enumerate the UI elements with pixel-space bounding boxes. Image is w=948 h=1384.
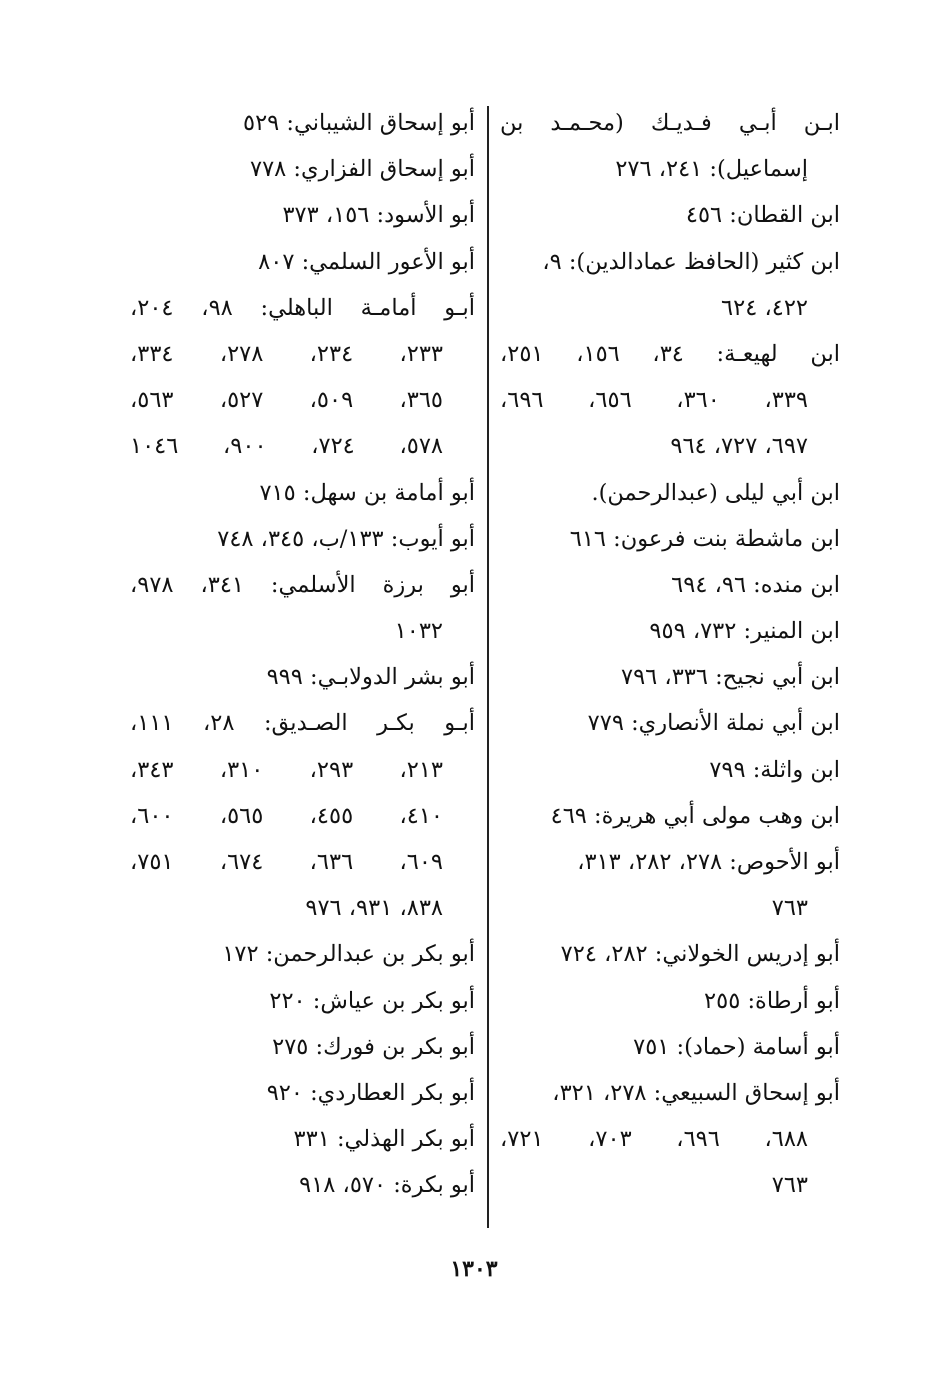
index-entry: ابن أبي ليلى (عبدالرحمن). [591,479,840,506]
index-entry-continuation: ٤٢٢، ٦٢٤ [721,294,808,321]
column-divider [487,106,489,1228]
index-entry: أبو أيوب: ١٣٣/ب، ٣٤٥، ٧٤٨ [217,525,475,552]
index-entry: أبو بكر العطاردي: ٩٢٠ [266,1079,475,1106]
index-entry: أبـو بكـر الصـديق: ٢٨، ١١١، [130,710,475,737]
index-entry: أبو أمامة بن سهل: ٧١٥ [259,479,475,506]
index-entry-continuation: إسماعيل): ٢٤١، ٢٧٦ [615,156,808,183]
index-entry: أبو الأحوص: ٢٧٨، ٢٨٢، ٣١٣، [577,849,840,875]
index-entry-continuation: ٢٣٣، ٢٣٤، ٢٧٨، ٣٣٤، [130,340,444,367]
index-entry: أبو بكر الهذلي: ٣٣١ [293,1126,475,1153]
index-entry-continuation: ٧٦٣ [771,895,808,922]
index-column-right [500,100,840,1209]
index-entry: أبو إسحاق السبيعي: ٢٧٨، ٣٢١، [552,1079,840,1106]
index-entry: ابن كثير (الحافظ عمادالدين): ٩، [542,248,840,275]
index-entry: ابـن أبـي فـديـك (محـمـد بن [500,110,840,136]
page-number: ١٣٠٣ [450,1256,498,1282]
index-entry: ابن القطان: ٤٥٦ [685,202,840,229]
index-entry-continuation: ٦٨٨، ٦٩٦، ٧٠٣، ٧٢١، [500,1126,808,1153]
index-entry: ابن منده: ٩٦، ٦٩٤ [671,571,840,598]
index-entry: أبو بكر بن عبدالرحمن: ١٧٢ [222,941,475,968]
index-entry: ابن وهب مولى أبي هريرة: ٤٦٩ [550,802,840,829]
index-entry: ابن أبي نجيح: ٣٣٦، ٧٩٦ [621,664,840,691]
index-entry-continuation: ٨٣٨، ٩٣١، ٩٧٦ [305,895,443,922]
index-entry: أبو برزة الأسلمي: ٣٤١، ٩٧٨، [130,571,475,598]
index-entry: ابن أبي نملة الأنصاري: ٧٧٩ [587,710,840,737]
index-entry-continuation: ٣٣٩، ٣٦٠، ٦٥٦، ٦٩٦، [500,387,808,414]
index-entry: أبـو أمامـة الباهلي: ٩٨، ٢٠٤، [130,294,476,321]
index-entry-continuation: ٥٧٨، ٧٢٤، ٩٠٠، ١٠٤٦ [130,433,443,460]
index-entry: أبو أسامة (حماد): ٧٥١ [633,1033,840,1060]
index-entry: أبو بشر الدولابـي: ٩٩٩ [266,664,475,691]
index-entry: أبو الأسود: ١٥٦، ٣٧٣ [282,202,475,229]
index-entry-continuation: ٤١٠، ٤٥٥، ٥٦٥، ٦٠٠، [130,802,444,829]
index-entry: ابن لهيعـة: ٣٤، ١٥٦، ٢٥١، [500,340,840,367]
index-entry: ابن ماشطة بنت فرعون: ٦١٦ [569,525,840,552]
index-entry-continuation: ٦٠٩، ٦٣٦، ٦٧٤، ٧٥١، [130,849,444,875]
index-entry-continuation: ٧٦٣ [771,1172,808,1199]
index-entry: أبو إسحاق الفزاري: ٧٧٨ [249,156,475,183]
index-entry: أبو بكر بن عياش: ٢٢٠ [269,987,475,1014]
index-entry-continuation: ٣٦٥، ٥٠٩، ٥٢٧، ٥٦٣، [130,387,444,414]
index-column-left [130,100,475,1209]
index-entry-continuation: ١٠٣٢ [394,618,443,645]
index-entry: ابن المنير: ٧٣٢، ٩٥٩ [649,618,840,645]
index-entry: ابن واثلة: ٧٩٩ [709,756,840,783]
index-entry-continuation: ٢١٣، ٢٩٣، ٣١٠، ٣٤٣، [130,756,444,783]
index-entry: أبو أرطاة: ٢٥٥ [704,987,840,1014]
index-entry: أبو إسحاق الشيباني: ٥٢٩ [242,110,475,136]
index-entry-continuation: ٦٩٧، ٧٢٧، ٩٦٤ [670,433,808,460]
index-entry: أبو الأعور السلمي: ٨٠٧ [258,248,475,275]
index-entry: أبو بكر بن فورك: ٢٧٥ [272,1033,475,1060]
index-entry: أبو إدريس الخولاني: ٢٨٢، ٧٢٤ [560,941,840,968]
index-entry: أبو بكرة: ٥٧٠، ٩١٨ [299,1172,475,1199]
